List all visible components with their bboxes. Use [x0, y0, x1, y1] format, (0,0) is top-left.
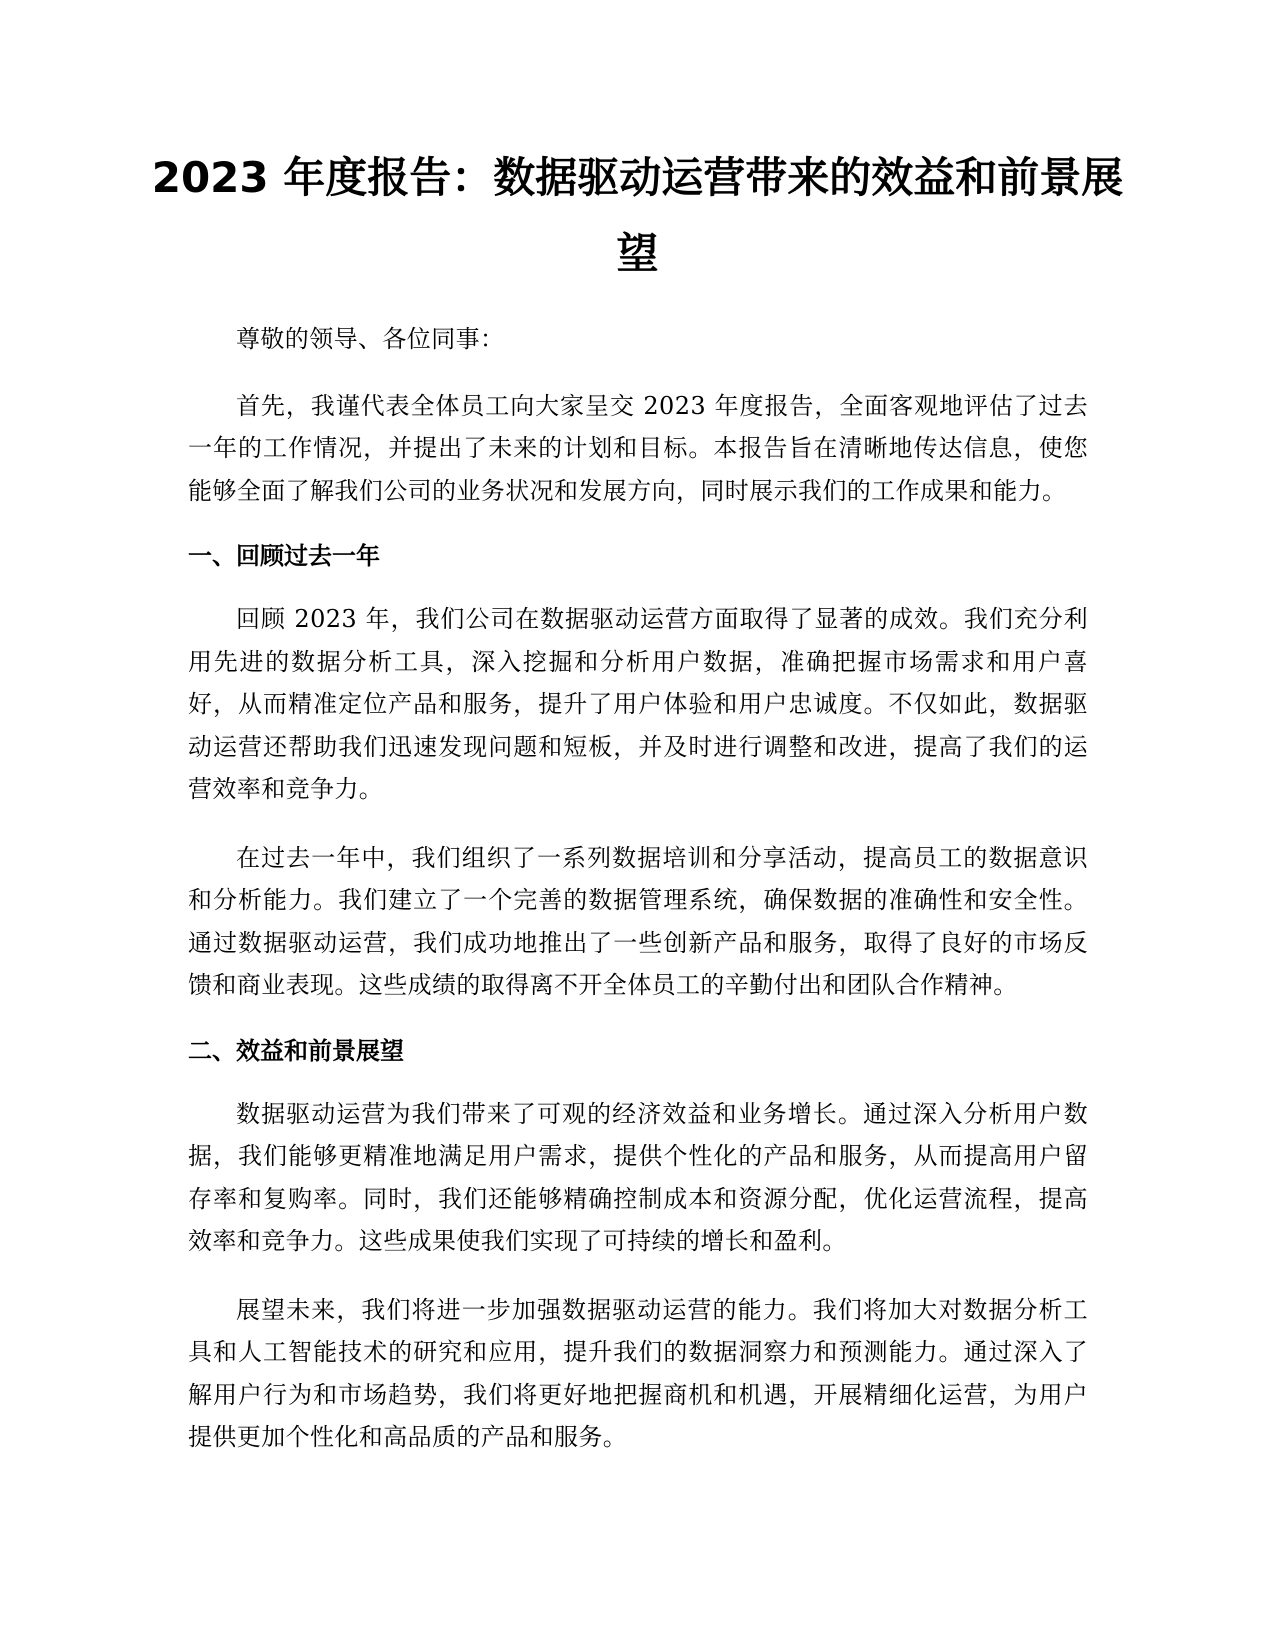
salutation: 尊敬的领导、各位同事： — [236, 325, 505, 353]
body-paragraph: 回顾 2023 年，我们公司在数据驱动运营方面取得了显著的成效。我们充分利用先进的数据分析工具，深入挖掘和分析用户数据，准确把握市场需求和用户喜好，从而精准定位产品和服务，提升了用户体验和用户忠诚度。不仅如此，数据驱动运营还帮助我们迅速发现问题和短板，并及时进行调整和改进，提高了我们的运营效率和竞争力。 — [188, 605, 1088, 803]
body-paragraph: 在过去一年中，我们组织了一系列数据培训和分享活动，提高员工的数据意识和分析能力。我们建立了一个完善的数据管理系统，确保数据的准确性和安全性。通过数据驱动运营，我们成功地推出了一些创新产品和服务，取得了良好的市场反馈和商业表现。这些成绩的取得离不开全体员工的辛勤付出和团队合作精神。 — [188, 843, 1088, 999]
section-heading: 一、回顾过去一年 — [188, 542, 380, 570]
document-body — [188, 318, 1088, 1485]
body-paragraph: 展望未来，我们将进一步加强数据驱动运营的能力。我们将加大对数据分析工具和人工智能技术的研究和应用，提升我们的数据洞察力和预测能力。通过深入了解用户行为和市场趋势，我们将更好地把握商机和机遇，开展精细化运营，为用户提供更加个性化和高品质的产品和服务。 — [188, 1295, 1088, 1451]
intro-paragraph: 首先，我谨代表全体员工向大家呈交 2023 年度报告，全面客观地评估了过去一年的工作情况，并提出了未来的计划和目标。本报告旨在清晰地传达信息，使您能够全面了解我们公司的业务状况和发展方向，同时展示我们的工作成果和能力。 — [188, 391, 1088, 505]
section-heading: 二、效益和前景展望 — [188, 1036, 404, 1065]
body-paragraph: 数据驱动运营为我们带来了可观的经济效益和业务增长。通过深入分析用户数据，我们能够更精准地满足用户需求，提供个性化的产品和服务，从而提高用户留存率和复购率。同时，我们还能够精确控制成本和资源分配，优化运营流程，提高效率和竞争力。这些成果使我们实现了可持续的增长和盈利。 — [188, 1099, 1088, 1255]
document-title: 2023 年度报告：数据驱动运营带来的效益和前景展望 — [151, 153, 1124, 278]
